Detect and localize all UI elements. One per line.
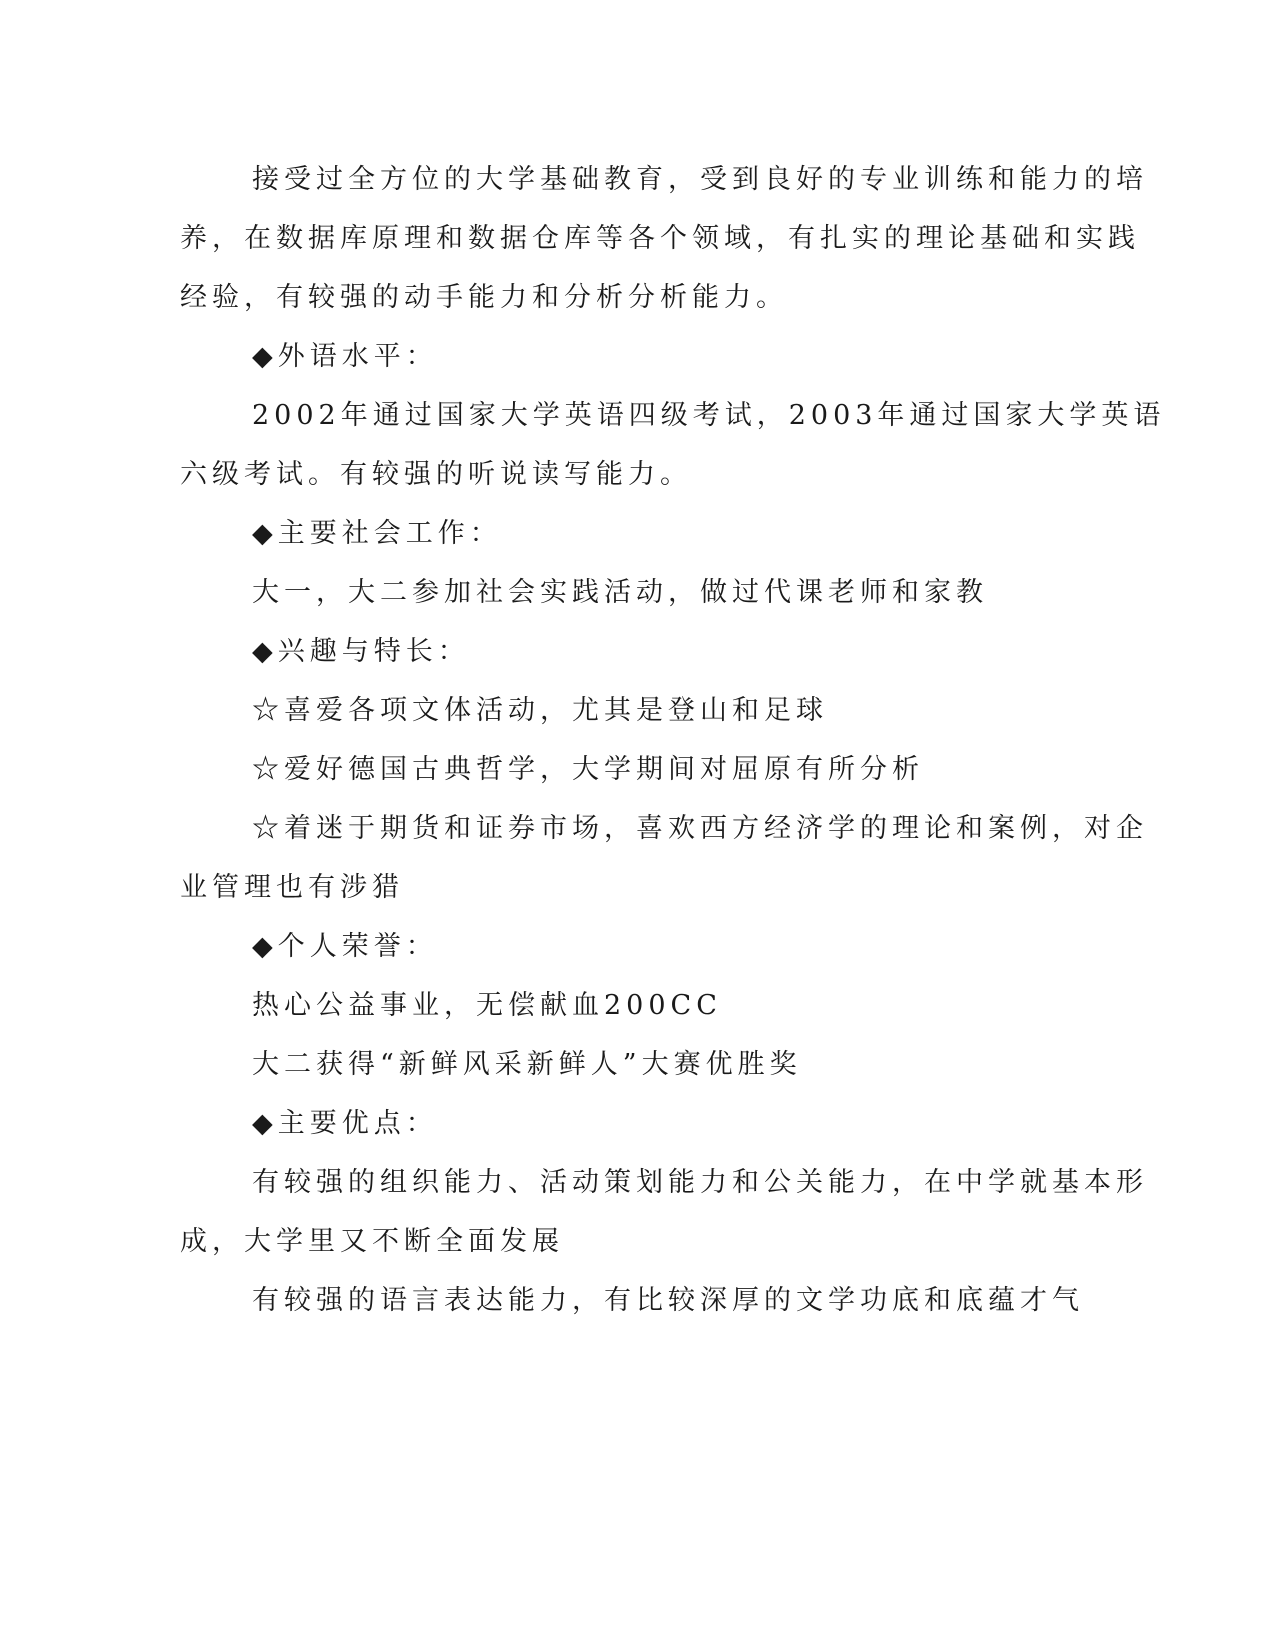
education-line-1: 接受过全方位的大学基础教育，受到良好的专业训练和能力的培 (252, 164, 1148, 195)
interest-3-line-1: ☆着迷于期货和证券市场，喜欢西方经济学的理论和案例，对企 (252, 813, 1148, 844)
education-paragraph (180, 150, 1148, 327)
education-line-2: 养，在数据库原理和数据仓库等各个领域，有扎实的理论基础和实践 (180, 223, 1140, 254)
strength-1-line-1: 有较强的组织能力、活动策划能力和公关能力，在中学就基本形 (252, 1167, 1148, 1198)
strength-item-1 (180, 1153, 1148, 1271)
strength-1-line-2: 成，大学里又不断全面发展 (180, 1226, 564, 1257)
heading-interests: ◆兴趣与特长： (252, 636, 470, 667)
interest-3-line-2: 业管理也有涉猎 (180, 872, 404, 903)
heading-language: ◆外语水平： (252, 341, 438, 372)
heading-social-work: ◆主要社会工作： (252, 518, 502, 549)
heading-honors: ◆个人荣誉： (252, 931, 438, 962)
language-paragraph (180, 386, 1166, 504)
interest-item-1: ☆喜爱各项文体活动，尤其是登山和足球 (252, 695, 828, 726)
honor-item-1: 热心公益事业，无偿献血200CC (252, 990, 722, 1021)
language-line-1: 2002年通过国家大学英语四级考试，2003年通过国家大学英语 (252, 400, 1166, 431)
language-line-2: 六级考试。有较强的听说读写能力。 (180, 459, 692, 490)
social-work-text: 大一，大二参加社会实践活动，做过代课老师和家教 (252, 577, 988, 608)
strength-item-2: 有较强的语言表达能力，有比较深厚的文学功底和底蕴才气 (252, 1285, 1084, 1316)
education-line-3: 经验，有较强的动手能力和分析分析能力。 (180, 282, 788, 313)
interest-item-3 (180, 799, 1148, 917)
interest-item-2: ☆爱好德国古典哲学，大学期间对屈原有所分析 (252, 754, 924, 785)
document-body (180, 150, 1166, 1330)
honor-item-2: 大二获得“新鲜风采新鲜人”大赛优胜奖 (252, 1049, 802, 1080)
heading-strengths: ◆主要优点： (252, 1108, 438, 1139)
